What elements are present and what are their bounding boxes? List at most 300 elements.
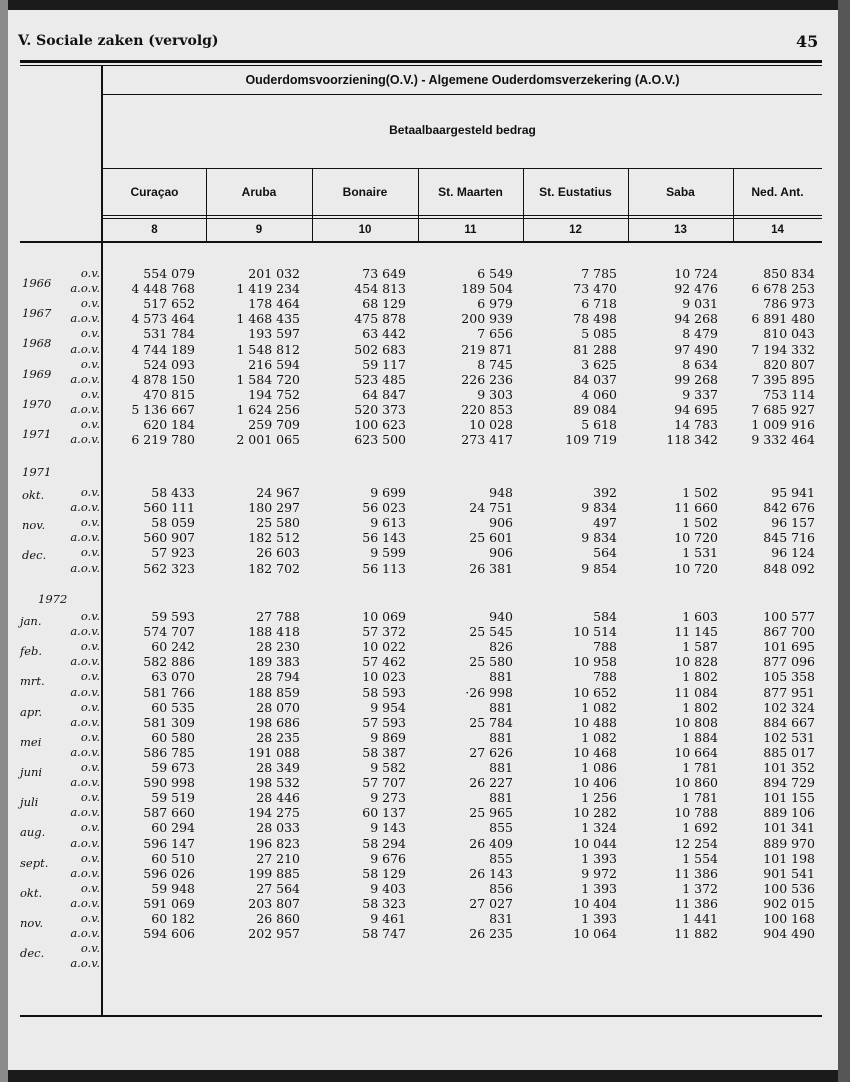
table-row [0,820,850,835]
table-cell: 10 788 [674,805,718,821]
table-cell: 867 700 [763,624,815,640]
month-label: nov. [20,916,44,930]
table-cell: 25 965 [469,805,513,821]
table-cell: 753 114 [763,386,815,402]
table-cell: 10 468 [573,744,617,760]
table-cell: 58 059 [151,515,195,531]
table-cell: 10 282 [573,805,617,821]
table-cell: 889 970 [763,835,815,851]
table-cell: 523 485 [354,371,406,387]
row-label: o.v. [80,760,100,774]
table-cell: 1 256 [581,790,617,806]
table-cell: 188 859 [248,684,300,700]
table-cell: 84 037 [573,371,617,387]
table-cell: 877 096 [763,654,815,670]
row-label: o.v. [80,386,100,401]
table-cell: 948 [489,485,513,500]
table-cell: 28 235 [256,729,300,745]
month-label: okt. [20,885,43,900]
table-row [0,402,850,417]
table-cell: 97 490 [674,341,718,357]
table-cell: 1 554 [682,850,718,866]
table-cell: 4 573 464 [131,311,195,327]
table-row [0,881,850,896]
table-cell: 4 744 189 [131,341,195,357]
table-cell: 1 086 [581,760,617,775]
table-cell: 889 106 [763,805,815,821]
table-cell: 475 878 [354,311,406,327]
table-cell: 11 145 [674,624,718,640]
table-cell: 10 860 [674,775,718,791]
header-rule [20,60,822,63]
table-cell: 856 [489,880,513,896]
title-rule [103,94,822,95]
row-label: a.o.v. [70,744,100,759]
table-cell: 620 184 [143,417,195,432]
table-cell: 1 324 [581,820,617,836]
table-row [0,500,850,515]
table-cell: 25 545 [469,624,513,640]
header-rule-thin [20,65,822,66]
table-cell: 10 406 [573,775,617,791]
table-cell: 81 288 [573,341,617,357]
table-cell: 188 418 [248,624,300,640]
table-cell: 940 [489,609,513,624]
table-cell: 470 815 [143,386,195,402]
table-cell: 1 531 [682,545,718,561]
table-row [0,372,850,387]
table-cell: 191 088 [248,744,300,760]
table-row [0,281,850,296]
table-cell: 101 155 [763,790,815,806]
table-cell: 11 882 [674,926,718,942]
table-cell: 10 652 [573,684,617,700]
row-label: o.v. [80,639,100,654]
table-cell: 560 907 [143,530,195,546]
table-cell: 101 341 [763,820,815,836]
table-cell: 57 593 [362,714,406,730]
header-bottom-rule [20,241,822,243]
table-cell: 7 656 [477,326,513,342]
table-cell: 10 069 [362,609,406,624]
table-cell: 200 939 [461,311,513,327]
table-cell: 26 381 [469,560,513,576]
row-label: a.o.v. [70,432,100,447]
table-cell: 10 044 [573,835,617,851]
table-cell: 562 323 [143,560,195,576]
column-divider [206,169,207,241]
table-cell: 524 093 [143,356,195,372]
table-cell: 820 807 [763,356,815,372]
column-number: 11 [464,224,477,236]
table-cell: 59 117 [362,356,406,372]
table-cell: 9 582 [370,760,406,775]
table-cell: 194 275 [248,805,300,821]
table-cell: 560 111 [143,500,195,516]
table-cell: 60 294 [151,820,195,836]
table-cell: 94 268 [674,311,718,327]
table-cell: 1 502 [682,485,718,500]
table-cell: 60 137 [362,805,406,821]
table-cell: 6 549 [477,266,513,281]
month-label: okt. [22,488,45,502]
table-cell: 24 967 [256,485,300,500]
row-label: o.v. [80,609,100,623]
row-label: a.o.v. [70,775,100,790]
table-row [0,805,850,820]
table-cell: 884 667 [763,714,815,730]
row-label: o.v. [80,515,100,530]
table-cell: 58 294 [362,835,406,851]
row-label: a.o.v. [70,895,100,910]
table-cell: 64 847 [362,386,406,402]
table-cell: 26 603 [256,545,300,561]
table-cell: 788 [593,639,617,655]
colnum-rule [103,218,822,219]
table-cell: 60 580 [151,729,195,745]
table-cell: 582 886 [143,654,195,670]
table-cell: 94 695 [674,401,718,417]
table-cell: 587 660 [143,805,195,821]
table-cell: 259 709 [248,417,300,432]
table-row [0,730,850,745]
table-cell: 59 519 [151,790,195,806]
table-row [0,342,850,357]
column-number: 12 [569,224,582,236]
table-row [0,639,850,654]
row-label: o.v. [80,911,100,925]
table-subtitle: Betaalbaargesteld bedrag [389,123,536,137]
table-cell: 89 084 [573,401,617,417]
table-cell: 102 531 [763,729,815,745]
table-cell: 7 785 [581,266,617,281]
table-cell: 101 198 [763,850,815,866]
column-header: St. Eustatius [539,185,612,199]
table-cell: 4 060 [581,386,617,402]
year-label: 1970 [22,396,52,411]
column-number: 10 [358,224,372,236]
row-label: o.v. [80,669,100,684]
table-row [0,530,850,545]
year-label: 1969 [22,366,52,381]
table-cell: 9 854 [581,560,617,576]
table-row [0,941,850,956]
table-cell: 902 015 [763,895,815,911]
table-cell: 100 623 [354,417,406,432]
table-row [0,896,850,911]
table-cell: 60 182 [151,911,195,926]
table-cell: 9 972 [581,865,617,881]
column-header: Aruba [241,185,277,199]
table-cell: 10 724 [674,266,718,281]
table-cell: 11 386 [674,895,718,911]
table-cell: 59 673 [151,760,195,775]
table-cell: 1 082 [581,729,617,745]
month-label: feb. [20,644,43,659]
table-row [0,745,850,760]
table-cell: 497 [593,515,617,531]
table-cell: 1 584 720 [236,371,300,387]
table-cell: 60 242 [151,639,195,655]
table-cell: 57 707 [362,775,406,791]
table-cell: 10 488 [573,714,617,730]
subtitle-rule [103,168,822,169]
table-cell: 226 236 [461,371,513,387]
table-cell: 58 593 [362,684,406,700]
table-cell: 904 490 [763,926,815,942]
table-row [0,911,850,926]
table-cell: 100 168 [763,911,815,926]
table-cell: 1 781 [682,790,718,806]
table-cell: 554 079 [143,266,195,281]
table-cell: 28 349 [256,760,300,775]
table-cell: 26 235 [469,926,513,942]
table-cell: 3 625 [581,356,617,372]
year-label: 1971 [22,427,52,441]
table-cell: 99 268 [674,371,718,387]
table-cell: 1 393 [581,880,617,896]
table-row [0,669,850,684]
table-cell: 831 [489,911,513,926]
table-cell: 56 113 [362,560,406,576]
table-cell: 26 143 [469,865,513,881]
table-cell: 9 403 [370,880,406,896]
table-cell: 5 085 [581,326,617,342]
table-cell: 10 022 [362,639,406,655]
table-cell: 1 502 [682,515,718,531]
table-cell: 574 707 [143,624,195,640]
row-label: o.v. [80,850,100,865]
table-cell: 584 [593,609,617,624]
table-cell: 454 813 [354,281,406,297]
table-cell: 8 479 [682,326,718,342]
table-cell: 1 082 [581,699,617,715]
table-cell: 4 448 768 [131,281,195,297]
table-cell: 1 419 234 [236,281,300,297]
table-cell: 109 719 [565,432,617,448]
table-row [0,836,850,851]
table-cell: 96 124 [771,545,815,561]
column-number: 8 [151,224,158,236]
table-cell: 9 461 [370,911,406,926]
table-row [0,357,850,372]
table-cell: 9 613 [370,515,406,531]
table-cell: 1 802 [682,699,718,715]
table-cell: 58 323 [362,895,406,911]
month-label: apr. [20,704,43,719]
table-cell: 202 957 [248,926,300,942]
table-cell: 881 [489,760,513,775]
table-cell: 27 027 [469,895,513,911]
section-header: V. Sociale zaken (vervolg) [18,33,219,49]
table-cell: 11 084 [674,684,718,700]
row-label: a.o.v. [70,371,100,386]
table-cell: 10 828 [674,654,718,670]
table-row [0,561,850,576]
table-cell: 59 593 [151,609,195,624]
table-cell: 591 069 [143,895,195,911]
table-cell: 855 [489,820,513,836]
table-row [0,326,850,341]
table-row [0,515,850,530]
table-cell: ·26 998 [465,684,513,700]
table-cell: 10 023 [362,669,406,685]
table-cell: 14 783 [674,417,718,432]
table-cell: 894 729 [763,775,815,791]
table-cell: 73 470 [573,281,617,297]
table-row [0,432,850,447]
table-cell: 392 [593,485,617,500]
table-cell: 68 129 [362,296,406,312]
row-label: a.o.v. [70,341,100,356]
table-cell: 594 606 [143,926,195,942]
table-cell: 531 784 [143,326,195,342]
table-cell: 25 580 [469,654,513,670]
table-cell: 180 297 [248,500,300,516]
table-cell: 885 017 [763,744,815,760]
row-label: a.o.v. [70,714,100,729]
table-row [0,715,850,730]
table-cell: 9 954 [370,699,406,715]
month-label: nov. [22,518,46,533]
table-cell: 881 [489,790,513,806]
table-cell: 7 395 895 [751,371,815,387]
table-cell: 6 678 253 [751,281,815,297]
table-cell: 201 032 [248,266,300,281]
column-divider [312,169,313,241]
table-cell: 60 535 [151,699,195,715]
row-label: o.v. [80,356,100,371]
row-label: o.v. [80,941,100,956]
table-cell: 1 393 [581,911,617,926]
month-label: aug. [20,825,46,840]
table-row [0,654,850,669]
table-cell: 203 807 [248,895,300,911]
table-row [0,417,850,432]
table-cell: 810 043 [763,326,815,342]
table-cell: 58 747 [362,926,406,942]
row-label: a.o.v. [70,281,100,296]
page-number: 45 [796,32,819,51]
table-cell: 1 441 [682,911,718,926]
table-cell: 850 834 [763,266,815,281]
table-cell: 9 599 [370,545,406,561]
table-title: Ouderdomsvoorziening(O.V.) - Algemene Ouderdomsverzekering (A.O.V.) [245,73,680,87]
table-row [0,851,850,866]
year-label: 1968 [22,336,52,351]
table-cell: 25 784 [469,714,513,730]
row-label: o.v. [80,545,100,560]
row-label: o.v. [80,699,100,714]
table-cell: 842 676 [763,500,815,516]
column-header: Saba [666,185,695,199]
table-cell: 189 383 [248,654,300,670]
table-cell: 564 [593,545,617,561]
table-cell: 27 626 [469,744,513,760]
table-row [0,926,850,941]
table-cell: 219 871 [461,341,513,357]
month-label: mei [20,734,42,749]
table-cell: 901 541 [763,865,815,881]
month-label: sept. [20,855,49,870]
row-label: a.o.v. [70,401,100,416]
table-cell: 198 532 [248,775,300,791]
month-label: juli [20,795,39,810]
table-cell: 786 973 [763,296,815,312]
row-label: a.o.v. [70,865,100,880]
table-cell: 788 [593,669,617,685]
column-number: 13 [674,224,687,236]
table-row [0,609,850,624]
year-heading: 1971 [22,465,52,479]
table-cell: 9 834 [581,530,617,546]
table-cell: 1 624 256 [236,401,300,417]
table-cell: 60 510 [151,850,195,866]
table-cell: 199 885 [248,865,300,881]
table-cell: 101 352 [763,760,815,775]
table-cell: 517 652 [143,296,195,312]
table-cell: 9 332 464 [751,432,815,448]
table-cell: 78 498 [573,311,617,327]
table-cell: 10 958 [573,654,617,670]
table-cell: 845 716 [763,530,815,546]
row-label: o.v. [80,790,100,805]
table-cell: 1 009 916 [751,417,815,432]
table-cell: 100 536 [763,880,815,896]
table-cell: 28 033 [256,820,300,836]
row-label: o.v. [80,485,100,499]
table-cell: 57 372 [362,624,406,640]
table-row [0,866,850,881]
row-label: o.v. [80,296,100,311]
table-cell: 216 594 [248,356,300,372]
table-cell: 8 745 [477,356,513,372]
table-cell: 11 660 [674,500,718,516]
year-heading: 1972 [38,592,68,606]
table-cell: 27 210 [256,850,300,866]
table-cell: 25 580 [256,515,300,531]
table-cell: 28 794 [256,669,300,685]
table-cell: 73 649 [362,266,406,281]
table-cell: 25 601 [469,530,513,546]
table-cell: 10 064 [573,926,617,942]
row-label: a.o.v. [70,654,100,669]
table-cell: 28 446 [256,790,300,806]
table-cell: 194 752 [248,386,300,402]
table-cell: 4 878 150 [131,371,195,387]
table-cell: 10 664 [674,744,718,760]
table-row [0,545,850,560]
table-cell: 581 766 [143,684,195,700]
table-row [0,700,850,715]
table-cell: 100 577 [763,609,815,624]
table-cell: 10 720 [674,530,718,546]
row-label: a.o.v. [70,805,100,820]
table-cell: 27 788 [256,609,300,624]
table-cell: 9 834 [581,500,617,516]
table-cell: 189 504 [461,281,513,297]
column-header: Curaçao [130,185,179,199]
table-cell: 10 808 [674,714,718,730]
table-cell: 56 143 [362,530,406,546]
table-cell: 9 143 [370,820,406,836]
table-cell: 6 891 480 [751,311,815,327]
table-cell: 6 979 [477,296,513,312]
table-cell: 6 718 [581,296,617,312]
table-row [0,296,850,311]
column-divider [418,169,419,241]
table-cell: 9 869 [370,729,406,745]
